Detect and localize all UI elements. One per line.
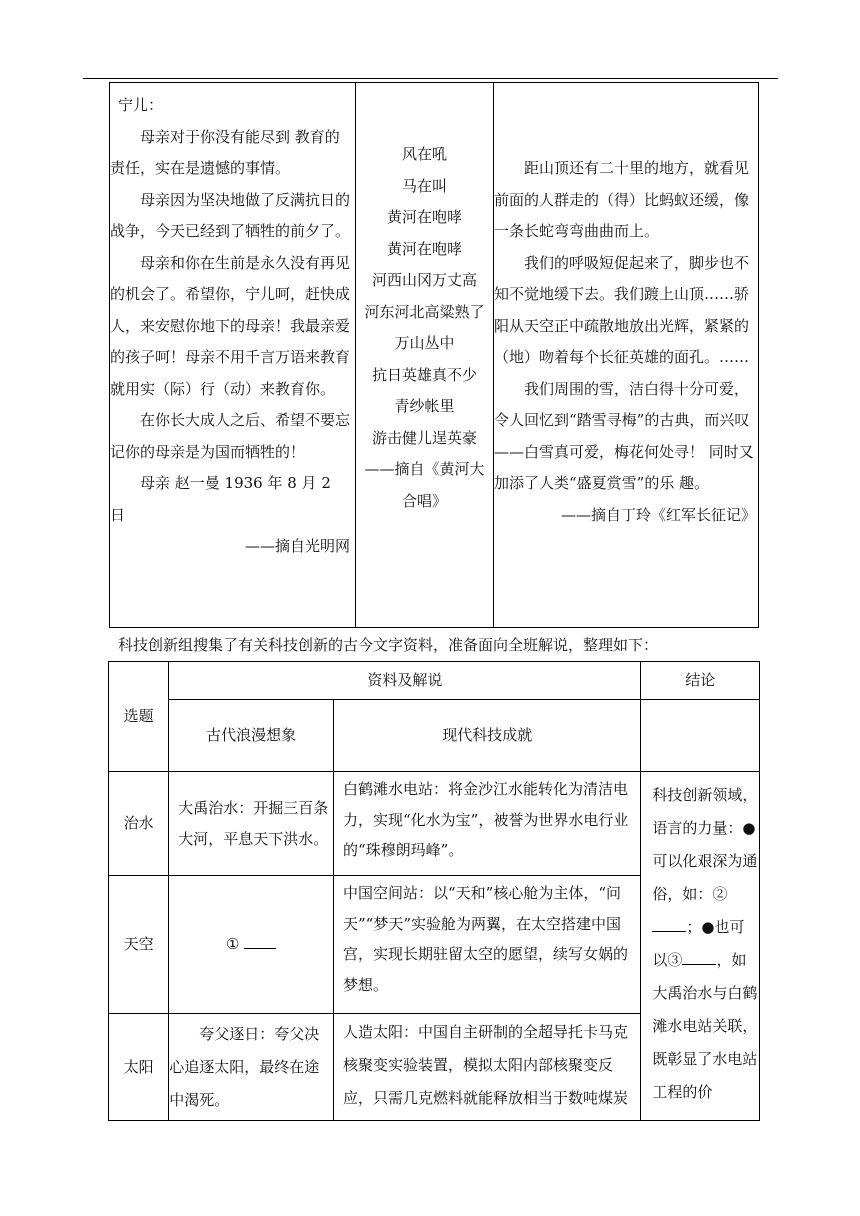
blank-3	[682, 948, 716, 965]
prose-cell	[494, 83, 759, 628]
poem-line: 河西山冈万丈高	[371, 271, 477, 289]
modern-cell: 中国空间站：以“天和”核心舱为主体，“问天”“梦天”实验舱为两翼，在太空搭建中国宫，实现长期驻留太空的愿望，续写女娲的梦想。	[334, 876, 641, 1014]
letter-source: ——摘自光明网	[244, 537, 350, 555]
poem-line: 黄河在咆哮	[386, 208, 462, 226]
modern-text: 人造太阳：中国自主研制的全超导托卡马克核聚变实验装置，模拟太阳内部核聚变反应，只需几克燃料就能释放相当于数吨煤炭	[343, 1023, 629, 1107]
poem-source: ——摘自《黄河大合唱》	[364, 460, 485, 510]
prose-paragraph: 我们的呼吸短促起来了，脚步也不知不觉地缓下去。我们踱上山顶……骄阳从天空正中疏散地放出光辉，紧紧的（地）吻着每个长征英雄的面孔。……	[494, 253, 750, 366]
conclusion-text: ；●也可以③	[652, 918, 745, 969]
header-modern: 现代科技成就	[334, 700, 641, 772]
poem-line: 黄河在咆哮	[386, 239, 462, 258]
ancient-cell	[169, 876, 334, 1014]
conclusion-text: ，如大禹治水与白鹤滩水电站关联，既彰显了水电站工程的价	[652, 951, 758, 1101]
header-blank	[641, 700, 760, 772]
header-topic: 选题	[109, 662, 169, 772]
modern-cell: 白鹤滩水电站：将金沙江水能转化为清洁电力，实现“化水为宝”，被誉为世界水电行业的“珠穆朗玛峰”。	[334, 772, 641, 876]
header-rule	[83, 78, 778, 79]
modern-cell	[334, 1014, 641, 1121]
poem-cell	[356, 83, 494, 628]
letter-paragraph: 母亲因为坚决地做了反满抗日的战争，今天已经到了牺牲的前夕了。	[110, 190, 351, 240]
ancient-cell: 大禹治水：开掘三百条大河，平息天下洪水。	[169, 772, 334, 876]
intro-text: 科技创新组搜集了有关科技创新的古今文字资料，准备面向全班解说，整理如下：	[118, 636, 659, 654]
prose-source: ——摘自丁玲《红军长征记》	[560, 505, 756, 524]
ancient-cell	[169, 1014, 334, 1121]
conclusion-text: 科技创新领域，语言的力量：●可以化艰深为通俗，如：	[652, 786, 758, 903]
topic-cell: 治水	[109, 772, 169, 876]
letter-paragraph: 在你长大成人之后、希望不要忘记你的母亲是为国而牺牲的！	[110, 411, 351, 461]
blank-marker: ①	[226, 935, 240, 954]
science-innovation-table	[108, 661, 760, 1121]
poem-line: 抗日英雄真不少	[371, 365, 477, 384]
poem-line: 青纱帐里	[394, 397, 455, 415]
header-material: 资料及解说	[169, 662, 641, 700]
conclusion-marker: ②	[712, 885, 728, 903]
reading-materials-table	[109, 82, 759, 628]
poem-line: 风在吼	[401, 145, 447, 163]
prose-paragraph: 我们周围的雪，洁白得十分可爱，令人回忆到“踏雪寻梅”的古典，而兴叹——白雪真可爱，梅花何处寻！ 同时又加添了人类“盛夏赏雪”的乐 趣。	[494, 379, 754, 492]
blank-1	[244, 932, 276, 949]
letter-paragraph: 母亲和你在生前是永久没有再见的机会了。希望你，宁儿呵，赶快成人，来安慰你地下的母亲！我最亲爱的孩子呵！母亲不用千言万语来教育就用实（际）行（动）来教育你。	[110, 253, 351, 398]
conclusion-cell	[641, 772, 760, 1121]
poem-line: 万山丛中	[394, 334, 455, 352]
ancient-text: 夸父逐日：夸父决心追逐太阳，最终在途中渴死。	[169, 1025, 320, 1109]
letter-salutation: 宁儿：	[118, 96, 164, 114]
header-ancient: 古代浪漫想象	[169, 700, 334, 772]
poem-line: 游击健儿逞英豪	[371, 428, 477, 447]
letter-paragraph: 母亲对于你没有能尽到 教育的责任，实在是遗憾的事情。	[110, 127, 340, 177]
blank-2	[652, 915, 686, 932]
letter-cell	[110, 83, 356, 628]
poem-line: 马在叫	[401, 176, 447, 195]
header-conclusion: 结论	[641, 662, 760, 700]
prose-paragraph: 距山顶还有二十里的地方，就看见前面的人群走的（得）比蚂蚁还缓，像一条长蛇弯弯曲曲而上。	[494, 159, 750, 240]
poem-line: 河东河北高粱熟了	[364, 302, 485, 321]
letter-signature: 母亲 赵一曼 1936 年 8 月 2 日	[110, 474, 331, 524]
topic-cell: 天空	[109, 876, 169, 1014]
topic-cell: 太阳	[109, 1014, 169, 1121]
